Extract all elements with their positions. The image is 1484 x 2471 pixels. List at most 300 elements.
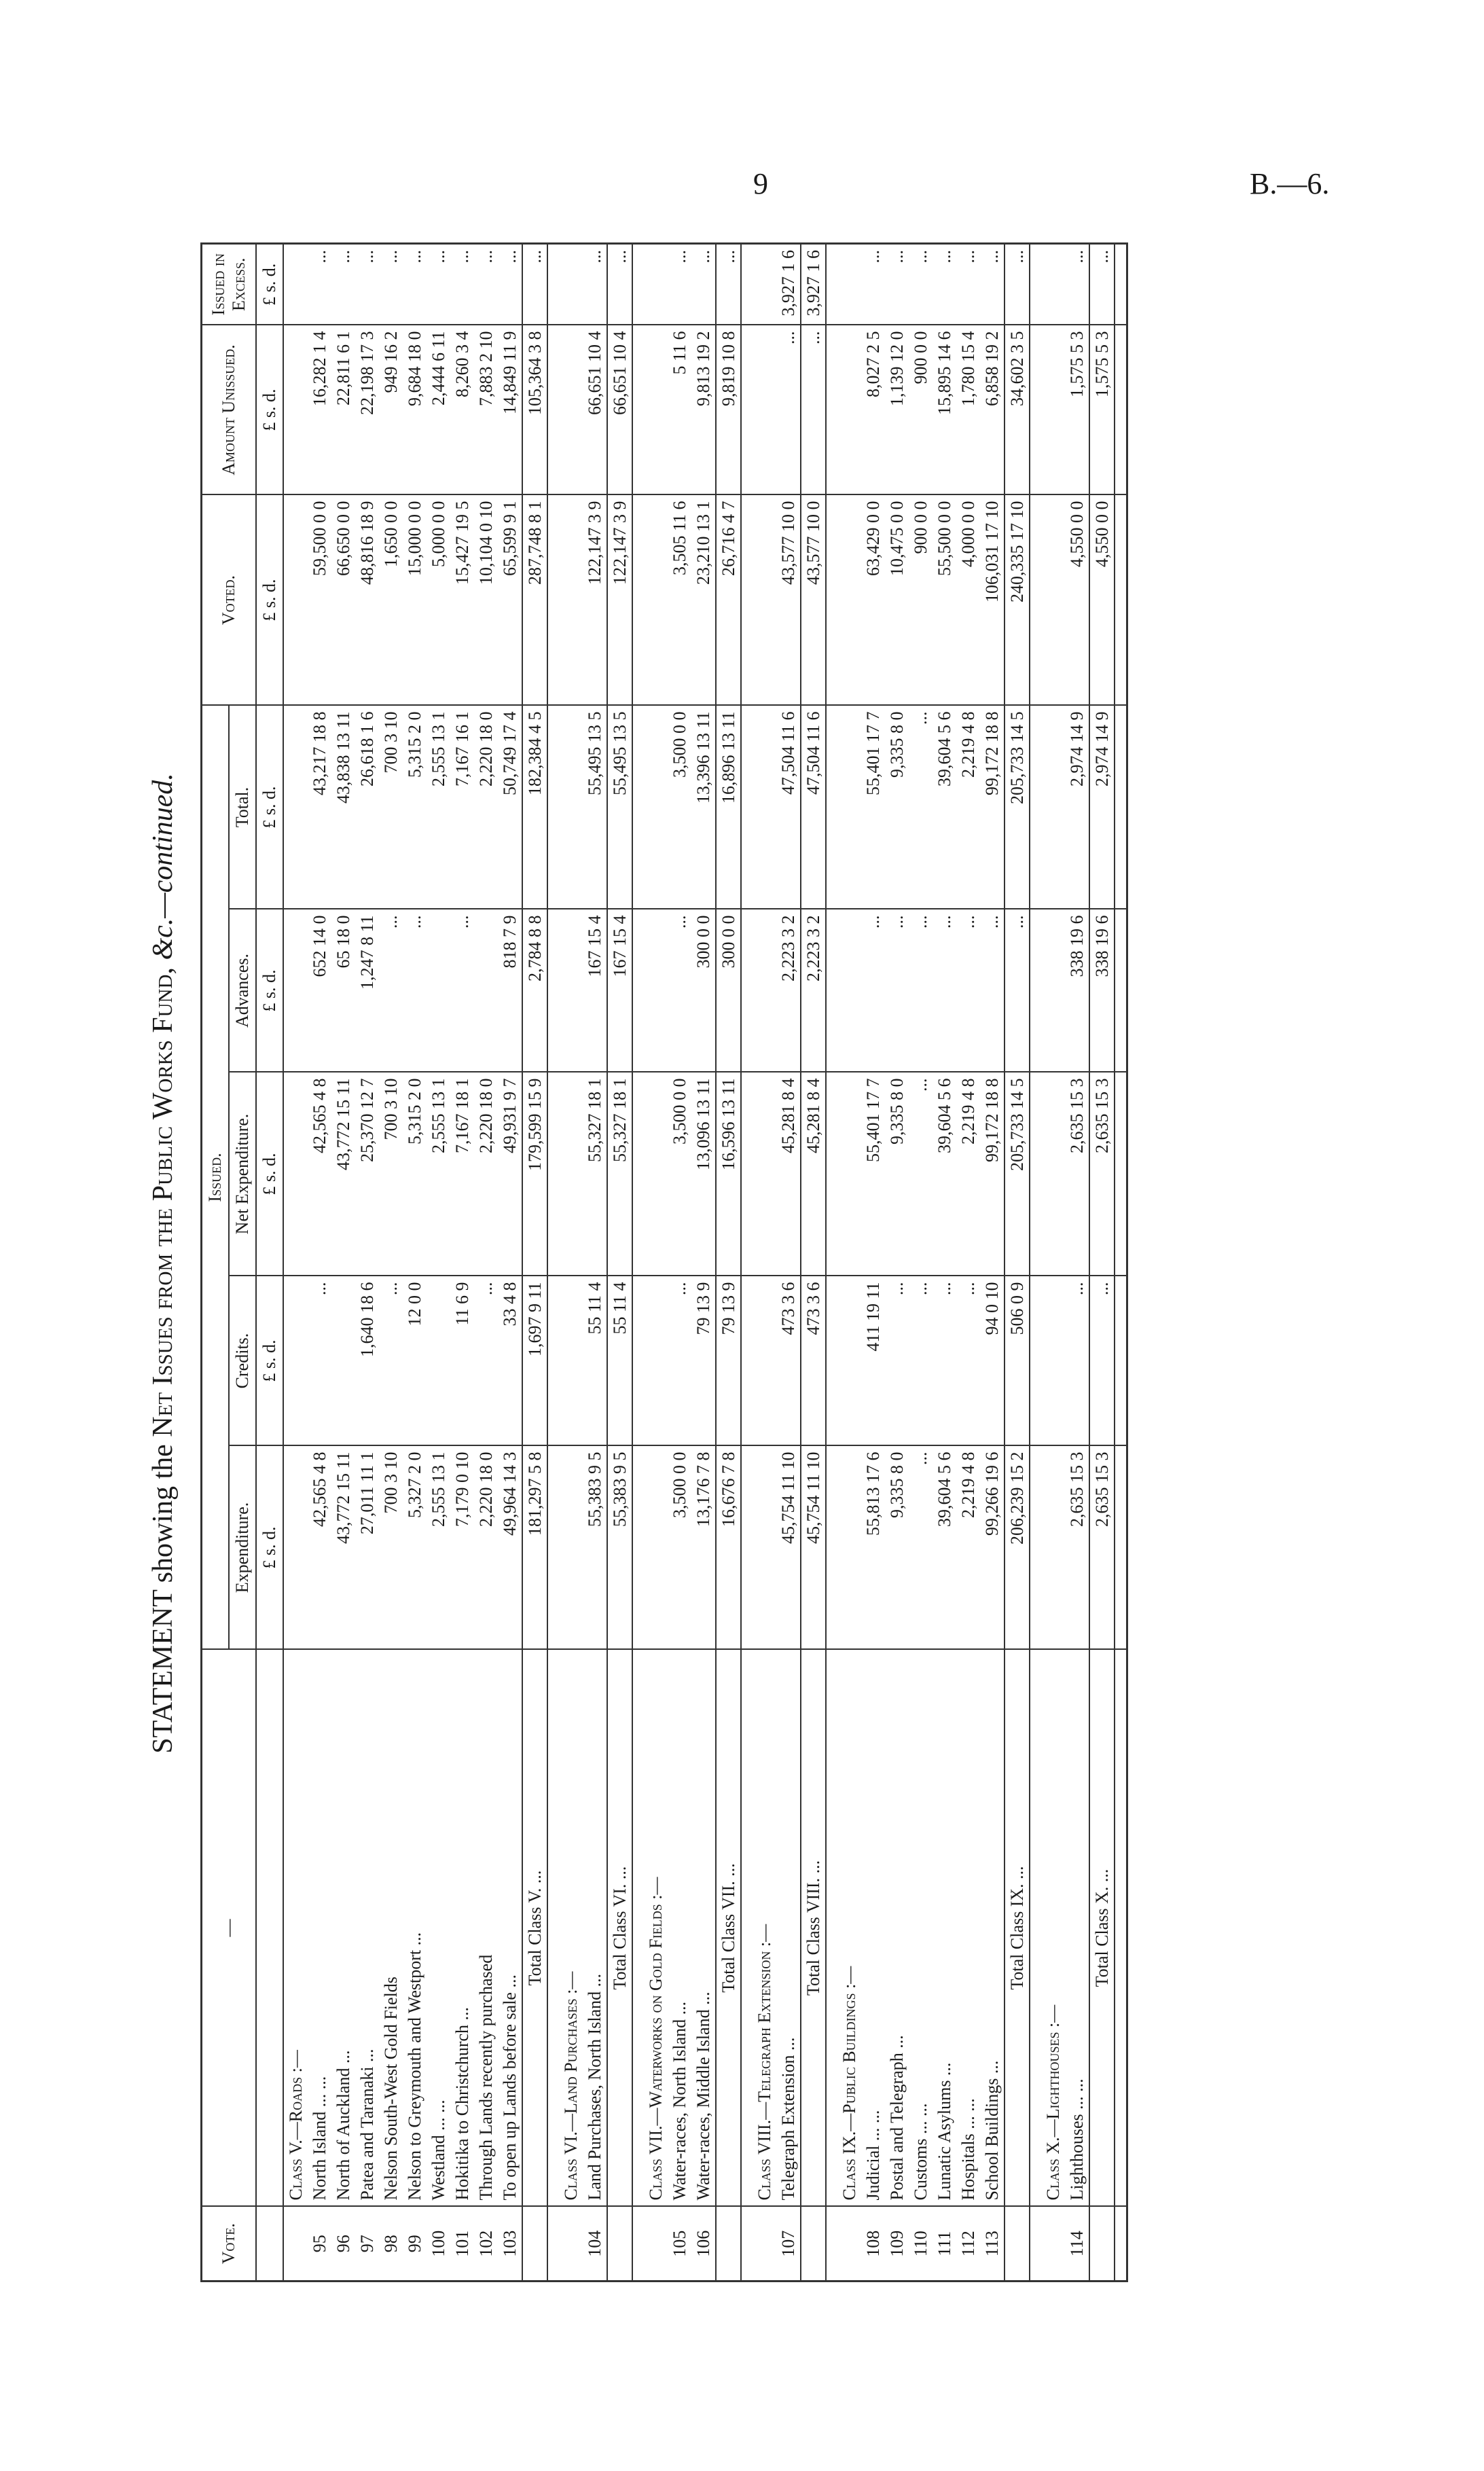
amount-unissued-cell: 8,027 2 5 <box>861 325 885 495</box>
issued-in-excess-cell: ... <box>607 244 632 325</box>
voted-cell: 55,500 0 0 <box>933 495 956 706</box>
advances-cell: 2,223 3 2 <box>776 909 801 1072</box>
advances-cell: ... <box>1005 909 1030 1072</box>
expenditure-cell <box>283 1446 308 1650</box>
credits-cell <box>427 1276 450 1446</box>
table-row <box>933 244 956 2281</box>
advances-cell: ... <box>861 909 885 1072</box>
vote-cell <box>1089 2207 1115 2281</box>
net-expenditure-cell: 2,635 15 3 <box>1065 1072 1089 1276</box>
amount-unissued-cell: 5 11 6 <box>668 325 691 495</box>
net-expenditure-cell: 43,772 15 11 <box>331 1072 355 1276</box>
advances-cell: 338 19 6 <box>1089 909 1115 1072</box>
currency-cell: £ s. d. <box>256 495 283 706</box>
statement-table-container <box>200 245 1382 2282</box>
net-expenditure-cell: 99,172 18 8 <box>980 1072 1005 1276</box>
total-cell: 43,217 18 8 <box>308 706 331 909</box>
description-cell: School Buildings ... <box>980 1650 1005 2207</box>
table-row <box>379 244 403 2281</box>
issued-in-excess-cell: ... <box>691 244 716 325</box>
spacer-row <box>632 244 644 2281</box>
description-cell: Class V.—Roads :— <box>283 1650 308 2207</box>
credits-cell: 506 0 9 <box>1005 1276 1030 1446</box>
advances-cell <box>474 909 498 1072</box>
header-total: Total. <box>229 706 256 909</box>
spacer-cell <box>826 1072 837 1276</box>
vote-cell: 100 <box>427 2207 450 2281</box>
vote-cell: 97 <box>355 2207 379 2281</box>
description-cell: Class X.—Lighthouses :— <box>1041 1650 1065 2207</box>
voted-cell: 66,650 0 0 <box>331 495 355 706</box>
description-cell: Through Lands recently purchased <box>474 1650 498 2207</box>
issued-in-excess-cell: 3,927 1 6 <box>776 244 801 325</box>
total-cell: ... <box>909 706 933 909</box>
amount-unissued-cell: 105,364 3 8 <box>522 325 547 495</box>
vote-cell <box>644 2207 668 2281</box>
net-expenditure-cell <box>283 1072 308 1276</box>
credits-cell: 1,697 9 11 <box>522 1276 547 1446</box>
amount-unissued-cell <box>559 325 583 495</box>
total-cell: 99,172 18 8 <box>980 706 1005 909</box>
amount-unissued-cell: 8,260 3 4 <box>450 325 474 495</box>
total-row <box>607 244 632 2281</box>
issued-in-excess-cell <box>644 244 668 325</box>
table-row <box>861 244 885 2281</box>
voted-cell: 48,816 18 9 <box>355 495 379 706</box>
spacer-cell <box>632 706 644 909</box>
credits-cell: ... <box>909 1276 933 1446</box>
issued-in-excess-cell <box>837 244 861 325</box>
total-cell: 47,504 11 6 <box>801 706 826 909</box>
currency-cell: £ s. d. <box>256 1446 283 1650</box>
total-cell: 5,315 2 0 <box>403 706 427 909</box>
table-row <box>403 244 427 2281</box>
expenditure-cell: 45,754 11 10 <box>776 1446 801 1650</box>
issued-in-excess-cell: ... <box>668 244 691 325</box>
spacer-cell <box>741 1446 753 1650</box>
spacer-row <box>1115 244 1127 2281</box>
table-body <box>283 244 1127 2281</box>
header-credits: Credits. <box>229 1276 256 1446</box>
spacer-cell <box>547 495 559 706</box>
net-expenditure-cell: 2,635 15 3 <box>1089 1072 1115 1276</box>
issued-in-excess-cell: ... <box>1005 244 1030 325</box>
expenditure-cell: 700 3 10 <box>379 1446 403 1650</box>
issued-in-excess-cell: ... <box>331 244 355 325</box>
voted-cell: 23,210 13 1 <box>691 495 716 706</box>
vote-cell: 102 <box>474 2207 498 2281</box>
header-net-expenditure: Net Expenditure. <box>229 1072 256 1276</box>
spacer-cell <box>1115 1072 1127 1276</box>
expenditure-cell: 27,011 11 1 <box>355 1446 379 1650</box>
spacer-cell <box>826 706 837 909</box>
total-row <box>801 244 826 2281</box>
issued-in-excess-cell: ... <box>1089 244 1115 325</box>
class-heading-row <box>753 244 776 2281</box>
header-row-1 <box>202 244 230 2281</box>
vote-cell <box>607 2207 632 2281</box>
amount-unissued-cell: 1,780 15 4 <box>956 325 980 495</box>
amount-unissued-cell: 7,883 2 10 <box>474 325 498 495</box>
spacer-cell <box>547 244 559 325</box>
issued-in-excess-cell <box>753 244 776 325</box>
total-cell: 182,384 4 5 <box>522 706 547 909</box>
header-expenditure: Expenditure. <box>229 1446 256 1650</box>
expenditure-cell: 181,297 5 8 <box>522 1446 547 1650</box>
issued-in-excess-cell: ... <box>474 244 498 325</box>
voted-cell: 1,650 0 0 <box>379 495 403 706</box>
credits-cell <box>331 1276 355 1446</box>
expenditure-cell: ... <box>909 1446 933 1650</box>
advances-cell: ... <box>956 909 980 1072</box>
net-expenditure-cell <box>837 1072 861 1276</box>
spacer-cell <box>826 1276 837 1446</box>
description-cell: Total Class VI. ... <box>607 1650 632 2207</box>
class-heading-row <box>1041 244 1065 2281</box>
expenditure-cell: 2,555 13 1 <box>427 1446 450 1650</box>
spacer-cell <box>741 325 753 495</box>
expenditure-cell: 42,565 4 8 <box>308 1446 331 1650</box>
vote-cell: 106 <box>691 2207 716 2281</box>
voted-cell: 287,748 8 1 <box>522 495 547 706</box>
advances-cell: ... <box>909 909 933 1072</box>
expenditure-cell: 13,176 7 8 <box>691 1446 716 1650</box>
advances-cell <box>283 909 308 1072</box>
description-cell: Total Class V. ... <box>522 1650 547 2207</box>
net-expenditure-cell: 700 3 10 <box>379 1072 403 1276</box>
amount-unissued-cell: 14,849 11 9 <box>498 325 522 495</box>
table-row <box>691 244 716 2281</box>
currency-cell: £ s. d. <box>256 244 283 325</box>
total-cell <box>644 706 668 909</box>
voted-cell <box>837 495 861 706</box>
vote-cell <box>753 2207 776 2281</box>
description-cell: Nelson to Greymouth and Westport ... <box>403 1650 427 2207</box>
expenditure-cell <box>753 1446 776 1650</box>
table-row <box>885 244 909 2281</box>
expenditure-cell: 7,179 0 10 <box>450 1446 474 1650</box>
total-cell: 55,495 13 5 <box>583 706 607 909</box>
issued-in-excess-cell <box>283 244 308 325</box>
credits-cell: 79 13 9 <box>716 1276 741 1446</box>
spacer-cell <box>547 1446 559 1650</box>
description-cell: Judicial ... ... <box>861 1650 885 2207</box>
spacer-cell <box>632 495 644 706</box>
header-description: — <box>202 1650 257 2207</box>
description-cell: North of Auckland ... <box>331 1650 355 2207</box>
amount-unissued-cell: ... <box>801 325 826 495</box>
issued-in-excess-cell: ... <box>909 244 933 325</box>
expenditure-cell: 55,383 9 5 <box>607 1446 632 1650</box>
spacer-cell <box>547 1650 559 2207</box>
net-expenditure-cell: 39,604 5 6 <box>933 1072 956 1276</box>
currency-cell: £ s. d. <box>256 706 283 909</box>
credits-cell: ... <box>1065 1276 1089 1446</box>
table-row <box>355 244 379 2281</box>
net-expenditure-cell: ... <box>909 1072 933 1276</box>
currency-cell: £ s. d. <box>256 325 283 495</box>
total-row <box>1005 244 1030 2281</box>
description-cell: Postal and Telegraph ... <box>885 1650 909 2207</box>
advances-cell <box>427 909 450 1072</box>
issued-in-excess-cell: ... <box>583 244 607 325</box>
total-cell: 50,749 17 4 <box>498 706 522 909</box>
amount-unissued-cell <box>837 325 861 495</box>
net-expenditure-cell: 7,167 18 1 <box>450 1072 474 1276</box>
net-expenditure-cell: 13,096 13 11 <box>691 1072 716 1276</box>
issued-in-excess-cell: ... <box>885 244 909 325</box>
amount-unissued-cell: 9,813 19 2 <box>691 325 716 495</box>
credits-cell: 55 11 4 <box>607 1276 632 1446</box>
title-italic: &c.—continued. <box>147 773 179 960</box>
voted-cell: 10,475 0 0 <box>885 495 909 706</box>
voted-cell: 106,031 17 10 <box>980 495 1005 706</box>
table-row <box>498 244 522 2281</box>
class-heading-row <box>837 244 861 2281</box>
advances-cell: 300 0 0 <box>691 909 716 1072</box>
description-cell: Class IX.—Public Buildings :— <box>837 1650 861 2207</box>
spacer-cell <box>741 1650 753 2207</box>
header-vote: Vote. <box>202 2207 257 2281</box>
spacer-cell <box>826 1650 837 2207</box>
vote-cell: 107 <box>776 2207 801 2281</box>
voted-cell: 15,000 0 0 <box>403 495 427 706</box>
voted-cell <box>644 495 668 706</box>
spacer-cell <box>1030 2207 1041 2281</box>
spacer-cell <box>826 495 837 706</box>
credits-cell: ... <box>1089 1276 1115 1446</box>
credits-cell: ... <box>956 1276 980 1446</box>
amount-unissued-cell: 9,684 18 0 <box>403 325 427 495</box>
spacer-cell <box>1030 1446 1041 1650</box>
advances-cell: 2,784 8 8 <box>522 909 547 1072</box>
advances-cell: ... <box>379 909 403 1072</box>
expenditure-cell: 39,604 5 6 <box>933 1446 956 1650</box>
issued-in-excess-cell: ... <box>522 244 547 325</box>
issued-in-excess-cell: ... <box>933 244 956 325</box>
description-cell: Hokitika to Christchurch ... <box>450 1650 474 2207</box>
currency-cell <box>256 1650 283 2207</box>
description-cell: Telegraph Extension ... <box>776 1650 801 2207</box>
description-cell: Westland ... ... <box>427 1650 450 2207</box>
credits-cell <box>559 1276 583 1446</box>
advances-cell: 167 15 4 <box>583 909 607 1072</box>
total-row <box>1089 244 1115 2281</box>
net-expenditure-cell: 3,500 0 0 <box>668 1072 691 1276</box>
net-expenditure-cell <box>559 1072 583 1276</box>
spacer-cell <box>632 1446 644 1650</box>
issued-in-excess-cell: ... <box>355 244 379 325</box>
spacer-cell <box>632 1650 644 2207</box>
net-expenditure-cell: 55,327 18 1 <box>583 1072 607 1276</box>
credits-cell: 473 3 6 <box>801 1276 826 1446</box>
spacer-cell <box>741 706 753 909</box>
issued-in-excess-cell: ... <box>403 244 427 325</box>
header-issued: Issued. <box>202 706 230 1650</box>
spacer-cell <box>1115 1446 1127 1650</box>
credits-cell <box>837 1276 861 1446</box>
net-expenditure-cell: 2,555 13 1 <box>427 1072 450 1276</box>
spacer-cell <box>632 1072 644 1276</box>
description-cell: Class VII.—Waterworks on Gold Fields :— <box>644 1650 668 2207</box>
advances-cell: 65 18 0 <box>331 909 355 1072</box>
vote-cell: 112 <box>956 2207 980 2281</box>
total-cell: 2,974 14 9 <box>1089 706 1115 909</box>
spacer-cell <box>1030 909 1041 1072</box>
total-row <box>716 244 741 2281</box>
voted-cell: 10,104 0 10 <box>474 495 498 706</box>
spacer-cell <box>741 1276 753 1446</box>
class-heading-row <box>283 244 308 2281</box>
total-cell: 43,838 13 11 <box>331 706 355 909</box>
expenditure-cell <box>837 1446 861 1650</box>
credits-cell <box>283 1276 308 1446</box>
description-cell: Total Class X. ... <box>1089 1650 1115 2207</box>
total-cell <box>283 706 308 909</box>
vote-cell: 114 <box>1065 2207 1089 2281</box>
vote-cell <box>283 2207 308 2281</box>
vote-cell: 109 <box>885 2207 909 2281</box>
total-cell <box>753 706 776 909</box>
total-cell: 39,604 5 6 <box>933 706 956 909</box>
net-expenditure-cell: 45,281 8 4 <box>776 1072 801 1276</box>
credits-cell: 94 0 10 <box>980 1276 1005 1446</box>
table-row <box>331 244 355 2281</box>
spacer-cell <box>1115 1276 1127 1446</box>
credits-cell: 33 4 8 <box>498 1276 522 1446</box>
voted-cell: 5,000 0 0 <box>427 495 450 706</box>
table-row <box>583 244 607 2281</box>
spacer-cell <box>1115 244 1127 325</box>
spacer-cell <box>741 909 753 1072</box>
class-heading-row <box>644 244 668 2281</box>
amount-unissued-cell: 1,575 5 3 <box>1065 325 1089 495</box>
vote-cell: 99 <box>403 2207 427 2281</box>
credits-cell <box>753 1276 776 1446</box>
advances-cell: ... <box>450 909 474 1072</box>
currency-cell: £ s. d. <box>256 1072 283 1276</box>
amount-unissued-cell <box>753 325 776 495</box>
credits-cell: 55 11 4 <box>583 1276 607 1446</box>
header-amount-unissued: Amount Unissued. <box>202 325 257 495</box>
vote-cell: 95 <box>308 2207 331 2281</box>
total-cell <box>837 706 861 909</box>
voted-cell: 26,716 4 7 <box>716 495 741 706</box>
voted-cell <box>753 495 776 706</box>
table-row <box>668 244 691 2281</box>
advances-cell <box>644 909 668 1072</box>
currency-cell <box>256 2207 283 2281</box>
expenditure-cell: 2,635 15 3 <box>1065 1446 1089 1650</box>
issued-in-excess-cell: ... <box>980 244 1005 325</box>
net-expenditure-cell: 9,335 8 0 <box>885 1072 909 1276</box>
voted-cell: 122,147 3 9 <box>607 495 632 706</box>
table-row <box>308 244 331 2281</box>
spacer-cell <box>826 1446 837 1650</box>
amount-unissued-cell: 9,819 10 8 <box>716 325 741 495</box>
header-advances: Advances. <box>229 909 256 1072</box>
description-cell: To open up Lands before sale ... <box>498 1650 522 2207</box>
table-row <box>474 244 498 2281</box>
vote-cell: 105 <box>668 2207 691 2281</box>
vote-cell <box>1041 2207 1065 2281</box>
expenditure-cell: 49,964 14 3 <box>498 1446 522 1650</box>
total-cell: 26,618 1 6 <box>355 706 379 909</box>
amount-unissued-cell: 1,139 12 0 <box>885 325 909 495</box>
voted-cell: 63,429 0 0 <box>861 495 885 706</box>
description-cell: Water-races, Middle Island ... <box>691 1650 716 2207</box>
spacer-cell <box>826 909 837 1072</box>
spacer-cell <box>632 909 644 1072</box>
description-cell: Customs ... ... <box>909 1650 933 2207</box>
spacer-cell <box>826 2207 837 2281</box>
net-expenditure-cell: 2,220 18 0 <box>474 1072 498 1276</box>
amount-unissued-cell: 66,651 10 4 <box>583 325 607 495</box>
total-cell: 16,896 13 11 <box>716 706 741 909</box>
amount-unissued-cell: 949 16 2 <box>379 325 403 495</box>
issued-in-excess-cell: ... <box>379 244 403 325</box>
description-cell: Water-races, North Island ... <box>668 1650 691 2207</box>
description-cell: Lighthouses ... ... <box>1065 1650 1089 2207</box>
voted-cell: 4,550 0 0 <box>1089 495 1115 706</box>
issued-in-excess-cell <box>1041 244 1065 325</box>
vote-cell <box>837 2207 861 2281</box>
credits-cell: 473 3 6 <box>776 1276 801 1446</box>
advances-cell: 338 19 6 <box>1065 909 1089 1072</box>
vote-cell: 104 <box>583 2207 607 2281</box>
spacer-cell <box>826 325 837 495</box>
expenditure-cell: 99,266 19 6 <box>980 1446 1005 1650</box>
net-expenditure-cell: 2,219 4 8 <box>956 1072 980 1276</box>
vote-cell <box>559 2207 583 2281</box>
advances-cell: ... <box>668 909 691 1072</box>
document-reference: B.—6. <box>1250 167 1330 200</box>
vote-cell <box>1005 2207 1030 2281</box>
table-row <box>1065 244 1089 2281</box>
currency-row <box>256 244 283 2281</box>
voted-cell <box>559 495 583 706</box>
advances-cell: ... <box>885 909 909 1072</box>
spacer-cell <box>632 244 644 325</box>
voted-cell: 43,577 10 0 <box>776 495 801 706</box>
spacer-row <box>741 244 753 2281</box>
spacer-cell <box>1030 1650 1041 2207</box>
total-cell: 3,500 0 0 <box>668 706 691 909</box>
amount-unissued-cell: 6,858 19 2 <box>980 325 1005 495</box>
table-row <box>909 244 933 2281</box>
amount-unissued-cell: 34,602 3 5 <box>1005 325 1030 495</box>
description-cell: North Island ... ... <box>308 1650 331 2207</box>
expenditure-cell: 55,383 9 5 <box>583 1446 607 1650</box>
vote-cell: 101 <box>450 2207 474 2281</box>
vote-cell: 103 <box>498 2207 522 2281</box>
total-cell <box>1041 706 1065 909</box>
amount-unissued-cell: 66,651 10 4 <box>607 325 632 495</box>
total-cell: 2,219 4 8 <box>956 706 980 909</box>
expenditure-cell: 9,335 8 0 <box>885 1446 909 1650</box>
description-cell: Total Class VII. ... <box>716 1650 741 2207</box>
advances-cell: ... <box>980 909 1005 1072</box>
spacer-cell <box>741 495 753 706</box>
net-expenditure-cell: 179,599 15 9 <box>522 1072 547 1276</box>
voted-cell: 65,599 9 1 <box>498 495 522 706</box>
voted-cell: 240,335 17 10 <box>1005 495 1030 706</box>
credits-cell: ... <box>308 1276 331 1446</box>
voted-cell: 59,500 0 0 <box>308 495 331 706</box>
total-row <box>522 244 547 2281</box>
total-cell: 205,733 14 5 <box>1005 706 1030 909</box>
vote-cell <box>801 2207 826 2281</box>
